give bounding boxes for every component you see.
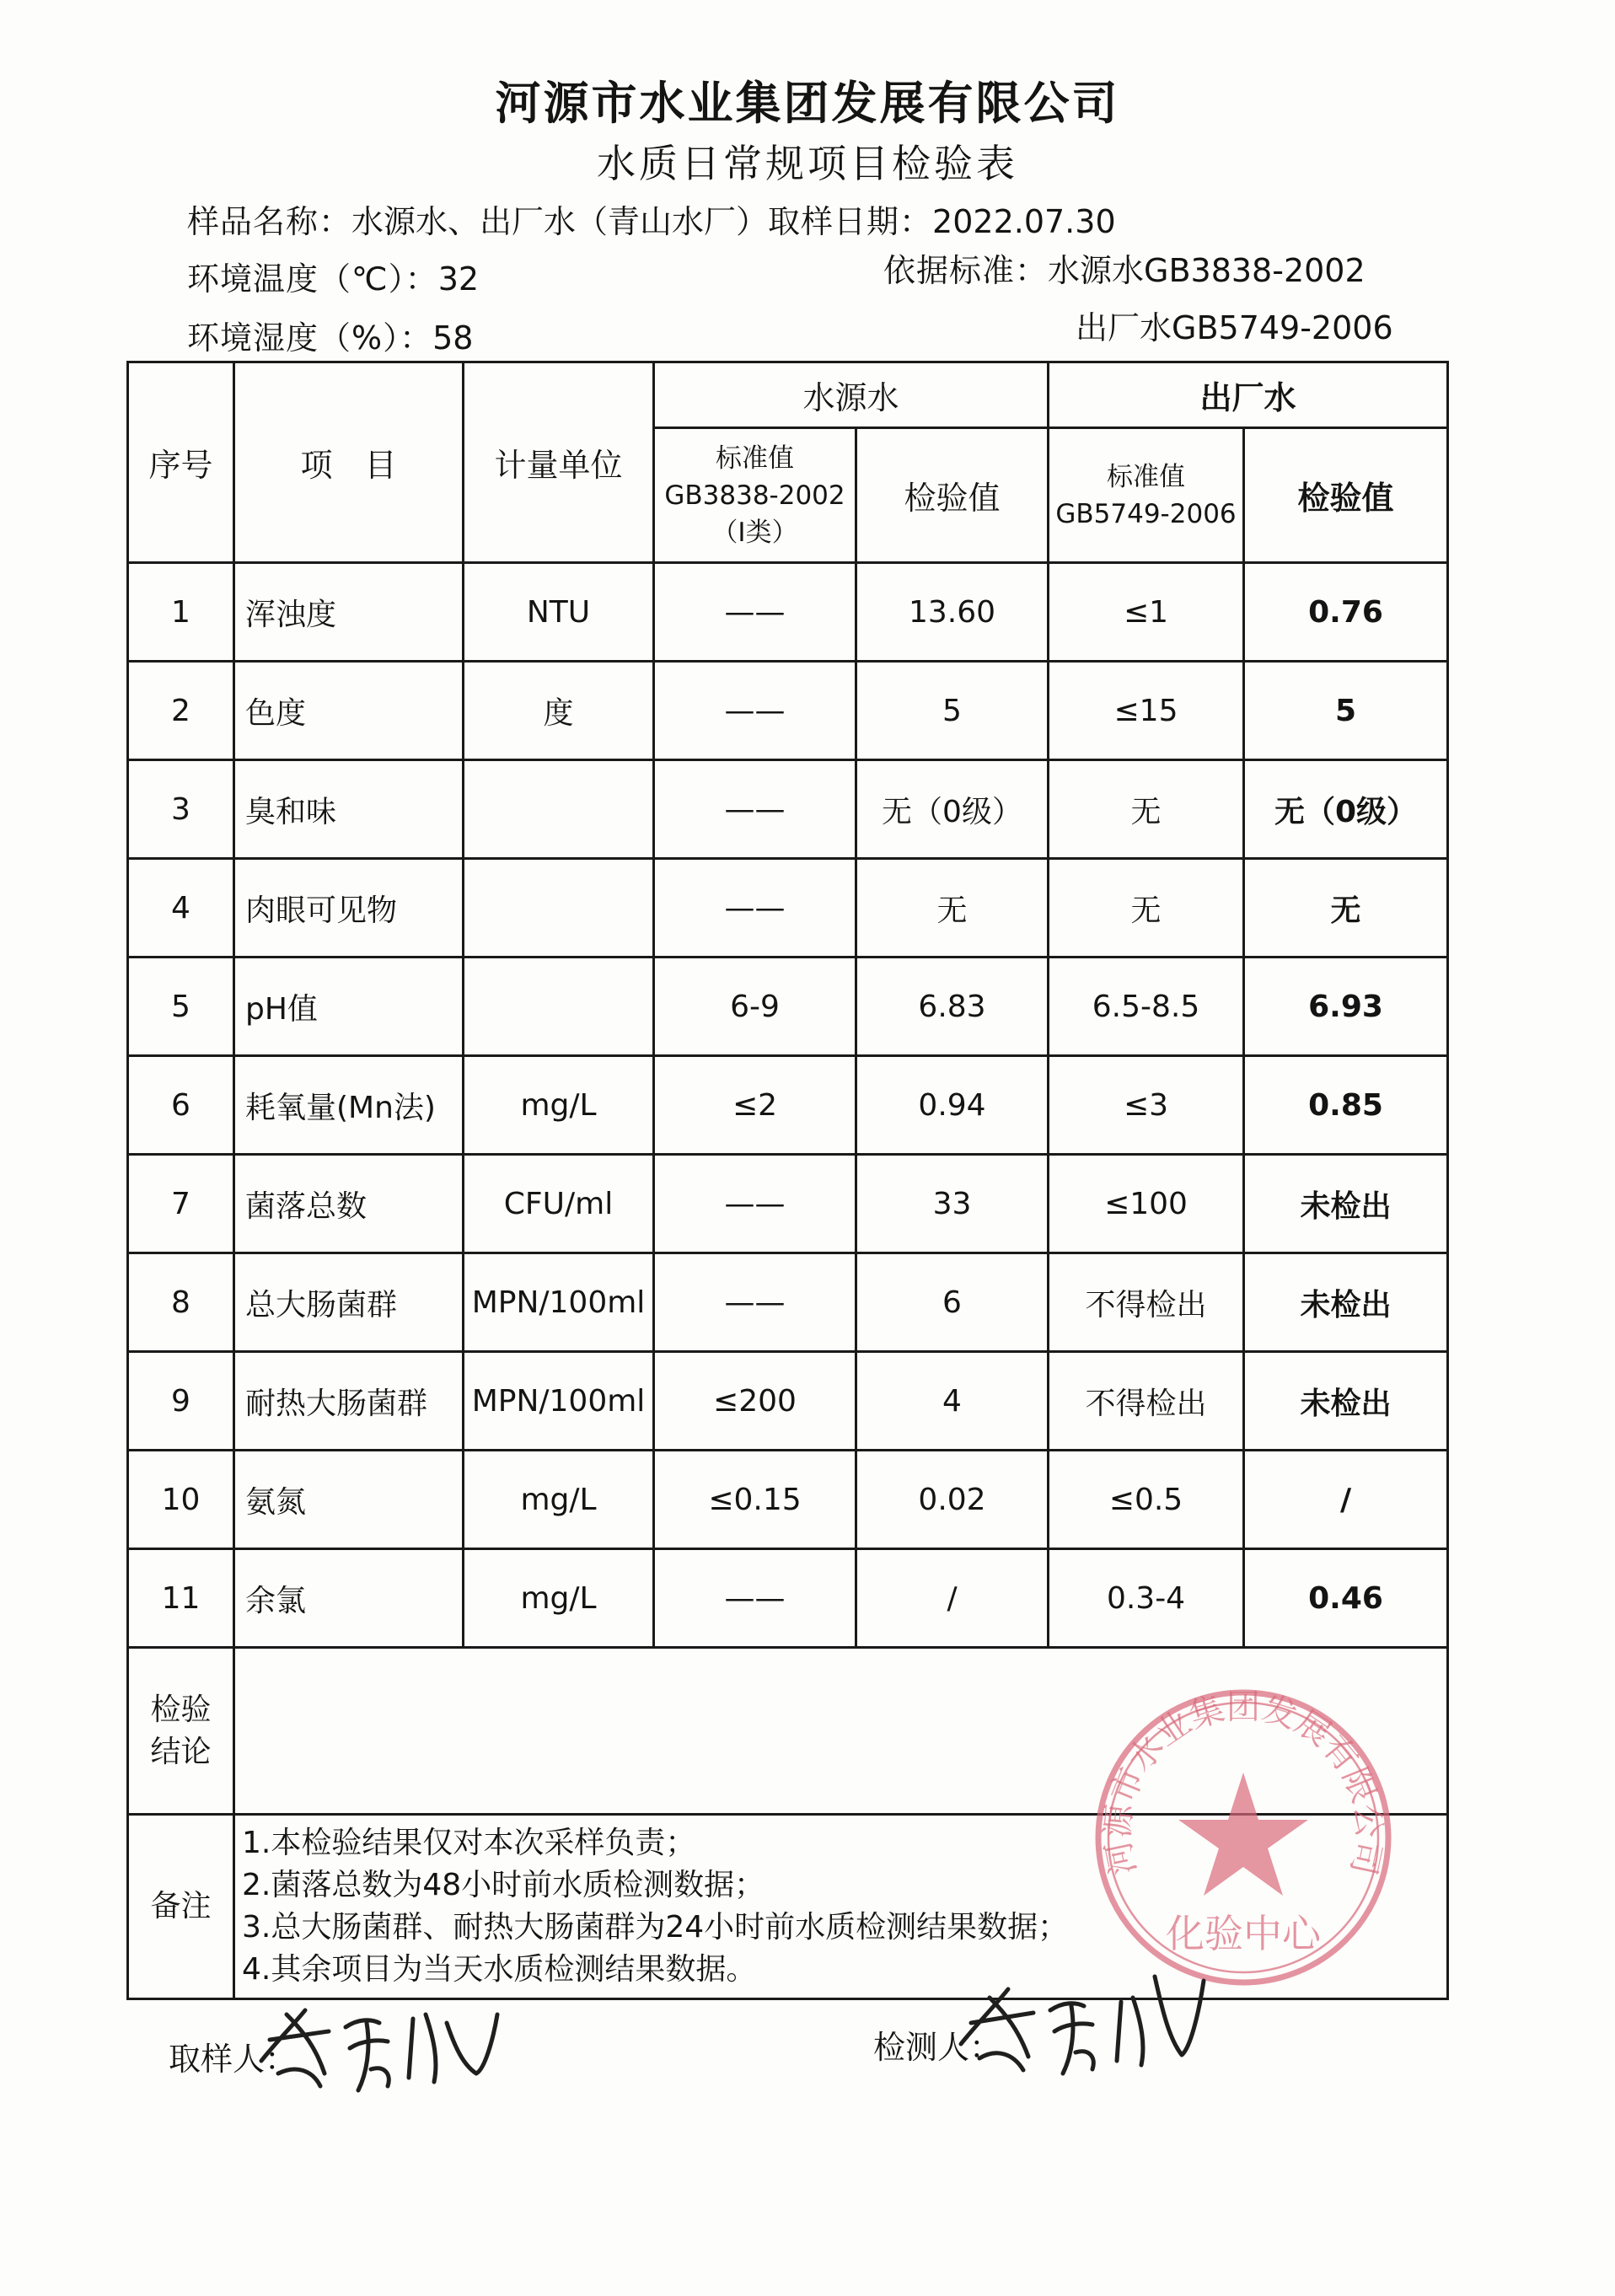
conclusion-label-line1: 检验 (150, 1692, 212, 1727)
row-source-standard: —— (654, 859, 856, 958)
sampler-label: 取样人： (169, 2041, 298, 2078)
row-source-standard: —— (654, 1253, 856, 1352)
row-no: 9 (128, 1352, 234, 1451)
row-factory-value: 0.46 (1244, 1549, 1448, 1648)
source-standard-line3: （Ⅰ类） (711, 517, 798, 548)
row-factory-value: 未检出 (1244, 1155, 1448, 1253)
row-item: 氨氮 (234, 1451, 464, 1549)
row-factory-standard: ≤1 (1049, 563, 1244, 662)
row-source-value: / (856, 1549, 1049, 1648)
row-unit: NTU (464, 563, 654, 662)
row-factory-standard: 不得检出 (1049, 1352, 1244, 1451)
row-no: 7 (128, 1155, 234, 1253)
table-row (128, 1352, 1448, 1451)
row-factory-standard: ≤3 (1049, 1056, 1244, 1155)
temperature-line (187, 253, 479, 299)
header-factory-standard (1049, 428, 1244, 563)
table-body (128, 563, 1448, 1648)
humidity-value: 58 (432, 319, 474, 357)
row-factory-value: 6.93 (1244, 958, 1448, 1056)
row-no: 2 (128, 662, 234, 760)
row-source-standard: —— (654, 1155, 856, 1253)
header-source-value: 检验值 (856, 428, 1049, 563)
row-item: 耐热大肠菌群 (234, 1352, 464, 1451)
note-line: 4.其余项目为当天水质检测结果数据。 (242, 1952, 757, 1987)
row-source-value: 0.94 (856, 1056, 1049, 1155)
table-row (128, 958, 1448, 1056)
row-item: pH值 (234, 958, 464, 1056)
row-factory-standard: ≤15 (1049, 662, 1244, 760)
tester-signature (952, 1964, 1214, 2082)
row-no: 11 (128, 1549, 234, 1648)
row-item: 耗氧量(Mn法) (234, 1056, 464, 1155)
humidity-label: 环境湿度（%）： (187, 319, 433, 357)
row-source-value: 无 (856, 859, 1049, 958)
note-line: 3.总大肠菌群、耐热大肠菌群为24小时前水质检测结果数据； (242, 1910, 1069, 1945)
note-line: 1.本检验结果仅对本次采样负责； (242, 1826, 696, 1860)
standard-line (883, 244, 1366, 291)
sampling-date-value: 2022.07.30 (932, 203, 1116, 240)
row-source-value: 33 (856, 1155, 1049, 1253)
row-item: 肉眼可见物 (234, 859, 464, 958)
row-factory-value: 5 (1244, 662, 1448, 760)
row-no: 5 (128, 958, 234, 1056)
standard-factory-water: 出厂水GB5749-2006 (1076, 309, 1393, 346)
sample-name-value: 水源水、出厂水（青山水厂） (351, 203, 769, 240)
row-factory-value: / (1244, 1451, 1448, 1549)
row-source-standard: ≤0.15 (654, 1451, 856, 1549)
table-row (128, 1056, 1448, 1155)
conclusion-label-line2: 结论 (150, 1734, 212, 1769)
company-seal-stamp (1087, 1682, 1399, 1993)
header-source-water: 水源水 (654, 362, 1049, 428)
table-row (128, 1549, 1448, 1648)
table-row (128, 563, 1448, 662)
table-row (128, 1253, 1448, 1352)
row-unit: 度 (464, 662, 654, 760)
row-item: 余氯 (234, 1549, 464, 1648)
tester-label: 检测人： (873, 2029, 1002, 2066)
source-standard-line2: GB3838-2002 (664, 480, 845, 511)
row-factory-value: 未检出 (1244, 1352, 1448, 1451)
standard-factory-line (1076, 302, 1393, 348)
row-unit: CFU/ml (464, 1155, 654, 1253)
row-unit: MPN/100ml (464, 1352, 654, 1451)
row-no: 8 (128, 1253, 234, 1352)
row-item: 色度 (234, 662, 464, 760)
row-source-standard: ≤2 (654, 1056, 856, 1155)
sample-name-line (187, 196, 1116, 242)
row-source-value: 5 (856, 662, 1049, 760)
row-item: 总大肠菌群 (234, 1253, 464, 1352)
row-source-value: 13.60 (856, 563, 1049, 662)
row-no: 1 (128, 563, 234, 662)
header-source-standard (654, 428, 856, 563)
standard-source-water: 水源水GB3838-2002 (1048, 252, 1366, 289)
factory-standard-line2: GB5749-2006 (1055, 498, 1237, 529)
header-factory-water: 出厂水 (1049, 362, 1448, 428)
seal-bottom-text: 化验中心 (1166, 1911, 1321, 1956)
row-source-value: 4 (856, 1352, 1049, 1451)
form-title: 水质日常规项目检验表 (597, 141, 1018, 186)
note-line: 2.菌落总数为48小时前水质检测数据； (242, 1868, 765, 1902)
source-standard-line1: 标准值 (716, 443, 794, 474)
seal-top-text: 河源市水业集团发展有限公司 (1097, 1687, 1389, 1879)
header-no: 序号 (128, 362, 234, 563)
row-source-value: 6.83 (856, 958, 1049, 1056)
row-no: 4 (128, 859, 234, 958)
row-factory-value: 0.85 (1244, 1056, 1448, 1155)
table-row (128, 1155, 1448, 1253)
row-unit (464, 859, 654, 958)
sampling-date-label: 取样日期： (768, 203, 933, 240)
row-unit: mg/L (464, 1549, 654, 1648)
row-factory-standard: 无 (1049, 760, 1244, 859)
row-unit: MPN/100ml (464, 1253, 654, 1352)
row-source-standard: 6-9 (654, 958, 856, 1056)
row-source-standard: —— (654, 760, 856, 859)
table-row (128, 662, 1448, 760)
row-factory-standard: 0.3-4 (1049, 1549, 1244, 1648)
humidity-line (187, 312, 473, 358)
row-factory-value: 无 (1244, 859, 1448, 958)
row-no: 6 (128, 1056, 234, 1155)
row-source-standard: —— (654, 662, 856, 760)
standard-label: 依据标准： (883, 252, 1049, 289)
row-item: 臭和味 (234, 760, 464, 859)
row-no: 10 (128, 1451, 234, 1549)
row-factory-standard: 无 (1049, 859, 1244, 958)
row-factory-standard: ≤0.5 (1049, 1451, 1244, 1549)
row-source-standard: —— (654, 563, 856, 662)
row-factory-standard: 6.5-8.5 (1049, 958, 1244, 1056)
row-source-standard: —— (654, 1549, 856, 1648)
row-source-standard: ≤200 (654, 1352, 856, 1451)
row-unit (464, 760, 654, 859)
row-factory-value: 未检出 (1244, 1253, 1448, 1352)
row-item: 菌落总数 (234, 1155, 464, 1253)
header-factory-value: 检验值 (1244, 428, 1448, 563)
row-source-value: 0.02 (856, 1451, 1049, 1549)
table-row (128, 760, 1448, 859)
row-unit (464, 958, 654, 1056)
notes-label: 备注 (128, 1815, 234, 1999)
row-item: 浑浊度 (234, 563, 464, 662)
company-title: 河源市水业集团发展有限公司 (495, 77, 1120, 130)
header-item: 项 目 (234, 362, 464, 563)
row-source-value: 无（0级） (856, 760, 1049, 859)
table-row (128, 1451, 1448, 1549)
factory-standard-line1: 标准值 (1107, 461, 1186, 492)
temperature-label: 环境温度（℃）： (187, 260, 438, 298)
sampler-signature (253, 1989, 506, 2099)
row-factory-value: 0.76 (1244, 563, 1448, 662)
table-row (128, 859, 1448, 958)
row-unit: mg/L (464, 1451, 654, 1549)
row-factory-standard: 不得检出 (1049, 1253, 1244, 1352)
temperature-value: 32 (437, 260, 480, 298)
conclusion-label (128, 1648, 234, 1815)
row-no: 3 (128, 760, 234, 859)
row-factory-value: 无（0级） (1244, 760, 1448, 859)
row-factory-standard: ≤100 (1049, 1155, 1244, 1253)
row-source-value: 6 (856, 1253, 1049, 1352)
header-unit: 计量单位 (464, 362, 654, 563)
sample-name-label: 样品名称： (187, 203, 352, 240)
row-unit: mg/L (464, 1056, 654, 1155)
